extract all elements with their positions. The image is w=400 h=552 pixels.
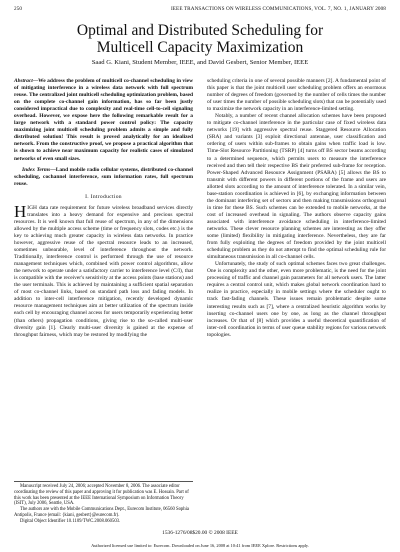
intro-paragraph-1-text: IGH data rate requirement for future wireless broadband services directly translates into a heavy demand for expensive and precious spectral resources. It is well known that full reuse of spectrum, in any of the dimensions allowed by the multiple access scheme (time or frequency slots, codes etc.) is the key to achieving much greater capacity in wireless data networks. In practice however, aggressive reuse of the spectral resource leads to an increased, sometimes unbearable, level of interference throughout the network. Traditionally, interference control is performed through the use of resource management techniques which, combined with power control algorithms, allow the network to operate under a satisfactory carrier to interference level (C/I), that is compatible with the receiver's sensitivity at the access points (base stations) and the user terminals. This is achieved by maintaining a sufficient spatial separation of most co-channel links, based on standard path loss and fading models. In addition to inter-cell interference mitigation, recently developed dynamic resource management techniques aim at better utilization of the spectrum inside each cell by encouraging channel access for users temporarily experiencing better (than others) propagation conditions, giving rise to the so-called multi-user diversity gain [1]. Clearly multi-user diversity is gained at the expense of throughput fairness, which may be restored by modifying the <box>14 204 193 338</box>
title-line-2: Multicell Capacity Maximization <box>96 39 304 56</box>
footnote-affiliation: The authors are with the Mobile Communications Dept., Eurecom Institute, 06560 Sophia Antipolis, France (email: {kiani, gesbert}@eurecom.fr). <box>14 507 189 518</box>
footnote-manuscript: Manuscript received July 24, 2006; accepted November 8, 2006. The associate editor coordinating the review of this paper and approving it for publication was E. Hossain. Part of this work has been presented at the IEEE International Symposium on Information Theory (ISIT), July 2006, Seattle, USA. <box>14 484 189 507</box>
title-line-1: Optimal and Distributed Scheduling for <box>76 22 324 39</box>
running-header <box>14 6 386 12</box>
author-line: Saad G. Kiani, Student Member, IEEE, and David Gesbert, Senior Member, IEEE <box>91 59 309 66</box>
footnote <box>14 481 193 525</box>
abstract-text: —We address the problem of multicell co-channel scheduling in view of mitigating interference in a wireless data network with full spectrum reuse. The centralized joint multicell scheduling optimization problem, based on the complete co-channel gain information, has so far been justly considered impractical due to complexity and real-time cell-to-cell signaling overhead. However, we expose here the following remarkable result for a large network with a standard power control policy: The capacity maximizing joint multicell scheduling problem admits a simple and fully distributed solution! This result is proved analytically for an idealized network. From the constructive proof, we propose a practical algorithm that is shown to achieve near maximum capacity for realistic cases of simulated networks of even small sizes. <box>14 78 193 162</box>
intro-paragraph-1 <box>14 201 193 339</box>
copyright-line: 1536-1276/08$20.00 © 2008 IEEE <box>162 530 238 536</box>
left-column <box>14 78 193 339</box>
license-notice: Authorized licensed use limited to: Eurecom. Downloaded on June 16, 2008 at 10:41 from IEEE Xplore. Restrictions apply. <box>91 543 309 548</box>
index-terms-label: Index Terms <box>22 166 51 173</box>
right-column <box>207 78 386 339</box>
abstract-label: Abstract <box>14 78 33 84</box>
paper-title <box>0 22 400 56</box>
body-paragraph-2: Notably, a number of recent channel allocation schemes have been proposed to mitigate co-channel interference in the particular case of fixed wireless data networks [19] with aggressive spectral reuse. Staggered Resource Allocation (SRA) and variants [3] exploit directional antennae, user classification and ordering of users within sub-frames to obtain gains when traffic load is low. Time-Slot Resource Partitioning (TSRP) [4] turns off BS sector beams according to a determined sequence, which permits users to measure the interference received and then tell their respective BS their preferred sub-frame for reception. Power-Shaped Advanced Resource Assignment (PSARA) [5] allows the BS to transmit with different powers in different portions of the frame and users are allotted slots according to the amount of interference tolerated. In a similar vein, base-station coordination is achieved in [6], by exchanging information between the dominant interfering set of sectors and then making transmissions orthogonal in time for these BS. Such schemes can be extended to mobile networks, at the cost of increased overhead in signaling. The authors observe capacity gains associated with interference avoidance scheduling in interference-limited networks. These clever resource planning schemes are interesting as they offer some (limited) flexibility in mitigating interference. Nevertheless, they are far from fully exploiting the degrees of freedom provided by the joint multicell scheduling problem as they do not attempt to find the optimal scheduling rule for simultaneous transmission in all co-channel cells. <box>207 113 386 261</box>
body-paragraph-3: Unfortunately, the study of such optimal schemes faces two great challenges. One is complexity and the other, even more problematic, is the need for the joint processing of traffic and channel gain parameters for all network users. The latter requires a central control unit, which makes global network coordination hard to realize in practice, especially in mobile settings where the scheduler ought to track fast-fading channels. These issues remain problematic despite some interesting results such as [7], where a centralized heuristic algorithm works by inserting co-channel users one by one, as long as the channel throughput increases. Or that of [8] which provides a useful theoretical quantification of inter-cell coordination in terms of user queue stability regions for various network topologies. <box>207 261 386 338</box>
abstract <box>14 78 193 163</box>
journal-name: IEEE TRANSACTIONS ON WIRELESS COMMUNICATIONS, VOL. 7, NO. 1, JANUARY 2008 <box>170 6 386 12</box>
drop-cap: H <box>14 201 27 221</box>
index-terms-text: —Land mobile radio cellular systems, distributed co-channel scheduling, cochannel interference, sum information rates, full spectrum reuse. <box>14 166 193 187</box>
section-heading-introduction: I. Introduction <box>85 193 122 200</box>
index-terms <box>14 167 193 188</box>
body-paragraph-1: scheduling criteria in one of several possible manners [2]. A fundamental point of this paper is that the joint multicell user scheduling problem offers an enormous number of degrees of freedom (governed by the number of cells times the number of user times the number of possible scheduling slots) that can be potentially used to maximize the network capacity in an interference-limited setting. <box>207 78 386 113</box>
footnote-doi: Digital Object Identifier 10.1109/TWC.2008.060503. <box>20 518 121 524</box>
page-number: 250 <box>14 6 23 12</box>
